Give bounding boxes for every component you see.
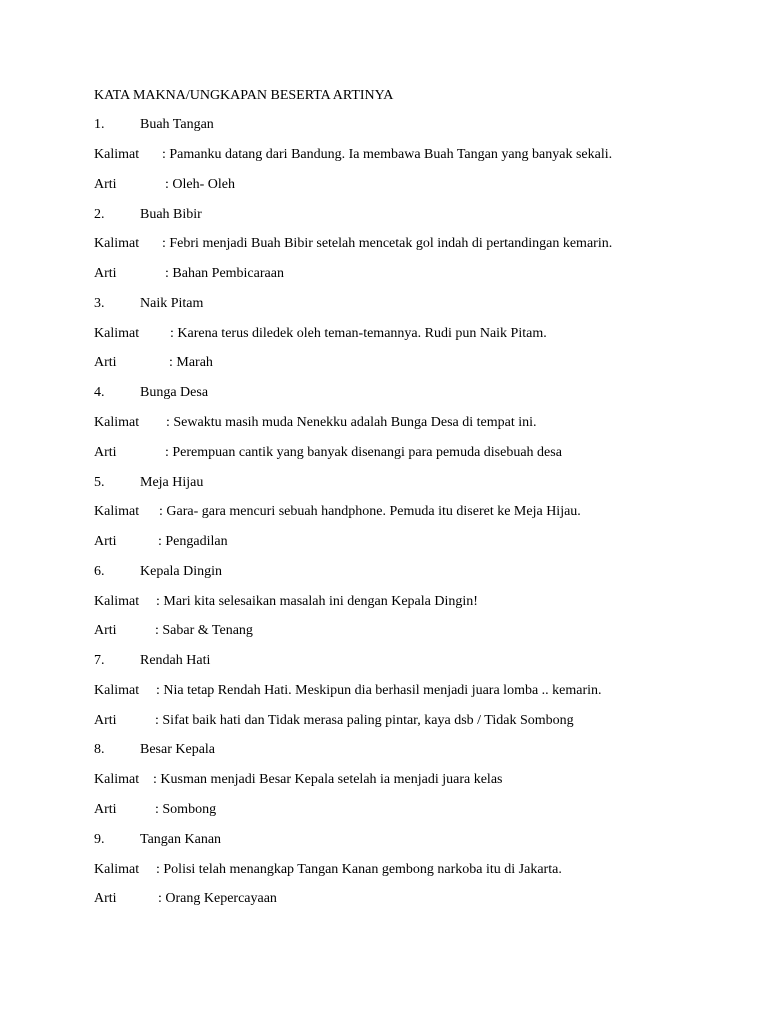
- entry-arti-row: [94, 266, 284, 282]
- entry-number: 5.: [94, 475, 105, 490]
- entry-term-row: [94, 742, 215, 758]
- arti-label: Arti: [94, 534, 117, 549]
- kalimat-label: Kalimat: [94, 326, 140, 341]
- entry-term-row: [94, 207, 202, 223]
- entry-kalimat-text: : Kusman menjadi Besar Kepala setelah ia menjadi juara kelas: [153, 772, 503, 787]
- entry-arti-text: : Pengadilan: [158, 534, 228, 549]
- entry-arti-row: [94, 802, 216, 818]
- entry-term-row: [94, 653, 210, 669]
- entry-kalimat-text: : Sewaktu masih muda Nenekku adalah Bunga Desa di tempat ini.: [166, 415, 537, 430]
- entry-number: 7.: [94, 653, 105, 668]
- entry-kalimat-row: [94, 772, 502, 788]
- entry-arti-text: : Orang Kepercayaan: [158, 891, 277, 906]
- entry-arti-text: : Sifat baik hati dan Tidak merasa paling pintar, kaya dsb / Tidak Sombong: [155, 713, 574, 728]
- entry-arti-row: [94, 177, 235, 193]
- entry-kalimat-text: : Mari kita selesaikan masalah ini dengan Kepala Dingin!: [156, 594, 478, 609]
- entry-arti-row: [94, 891, 277, 907]
- entry-term: Bunga Desa: [140, 385, 209, 400]
- entry-kalimat-text: : Febri menjadi Buah Bibir setelah mencetak gol indah di pertandingan kemarin.: [162, 236, 613, 251]
- entry-number: 4.: [94, 385, 105, 400]
- entry-term-row: [94, 117, 214, 133]
- arti-label: Arti: [94, 355, 117, 370]
- entry-kalimat-row: [94, 862, 562, 878]
- entry-number: 2.: [94, 207, 105, 222]
- entry-kalimat-row: [94, 236, 612, 252]
- entry-arti-row: [94, 445, 562, 461]
- entry-term-row: [94, 385, 208, 401]
- entry-term-row: [94, 296, 203, 312]
- entry-kalimat-row: [94, 326, 547, 342]
- arti-label: Arti: [94, 802, 117, 817]
- kalimat-label: Kalimat: [94, 594, 140, 609]
- entry-kalimat-text: : Gara- gara mencuri sebuah handphone. Pemuda itu diseret ke Meja Hijau.: [159, 504, 581, 519]
- entry-term: Buah Bibir: [140, 207, 202, 222]
- arti-label: Arti: [94, 177, 117, 192]
- kalimat-label: Kalimat: [94, 683, 140, 698]
- kalimat-label: Kalimat: [94, 504, 140, 519]
- entry-arti-row: [94, 534, 228, 550]
- entry-arti-text: : Bahan Pembicaraan: [165, 266, 284, 281]
- entry-arti-text: : Sombong: [155, 802, 217, 817]
- entry-kalimat-row: [94, 683, 602, 699]
- entry-number: 6.: [94, 564, 105, 579]
- entry-kalimat-text: : Nia tetap Rendah Hati. Meskipun dia berhasil menjadi juara lomba .. kemarin.: [156, 683, 602, 698]
- entry-term-row: [94, 475, 203, 491]
- entry-term: Meja Hijau: [140, 475, 204, 490]
- entry-arti-text: : Marah: [169, 355, 213, 370]
- arti-label: Arti: [94, 891, 117, 906]
- entry-arti-text: : Oleh- Oleh: [165, 177, 235, 192]
- kalimat-label: Kalimat: [94, 236, 140, 251]
- entry-number: 9.: [94, 832, 105, 847]
- entry-term: Besar Kepala: [140, 742, 216, 757]
- entry-kalimat-text: : Polisi telah menangkap Tangan Kanan gembong narkoba itu di Jakarta.: [156, 862, 562, 877]
- arti-label: Arti: [94, 623, 117, 638]
- entry-term: Buah Tangan: [140, 117, 214, 132]
- arti-label: Arti: [94, 445, 117, 460]
- document-title: KATA MAKNA/UNGKAPAN BESERTA ARTINYA: [94, 88, 394, 103]
- entry-kalimat-row: [94, 504, 581, 520]
- entry-arti-row: [94, 713, 574, 729]
- entry-number: 8.: [94, 742, 105, 757]
- entry-arti-row: [94, 355, 213, 371]
- kalimat-label: Kalimat: [94, 147, 140, 162]
- entry-term-row: [94, 564, 222, 580]
- entry-term: Naik Pitam: [140, 296, 204, 311]
- kalimat-label: Kalimat: [94, 772, 140, 787]
- entry-arti-text: : Sabar & Tenang: [155, 623, 253, 638]
- entry-arti-row: [94, 623, 253, 639]
- entry-arti-text: : Perempuan cantik yang banyak disenangi para pemuda disebuah desa: [165, 445, 562, 460]
- arti-label: Arti: [94, 266, 117, 281]
- entry-number: 1.: [94, 117, 105, 132]
- entry-term: Rendah Hati: [140, 653, 211, 668]
- entry-kalimat-row: [94, 147, 612, 163]
- kalimat-label: Kalimat: [94, 415, 140, 430]
- entry-term: Kepala Dingin: [140, 564, 223, 579]
- entry-term-row: [94, 832, 221, 848]
- entry-kalimat-text: : Pamanku datang dari Bandung. Ia membawa Buah Tangan yang banyak sekali.: [162, 147, 613, 162]
- entry-number: 3.: [94, 296, 105, 311]
- arti-label: Arti: [94, 713, 117, 728]
- entry-kalimat-row: [94, 415, 537, 431]
- entry-kalimat-row: [94, 594, 478, 610]
- entry-term: Tangan Kanan: [140, 832, 222, 847]
- entry-kalimat-text: : Karena terus diledek oleh teman-temannya. Rudi pun Naik Pitam.: [170, 326, 547, 341]
- kalimat-label: Kalimat: [94, 862, 140, 877]
